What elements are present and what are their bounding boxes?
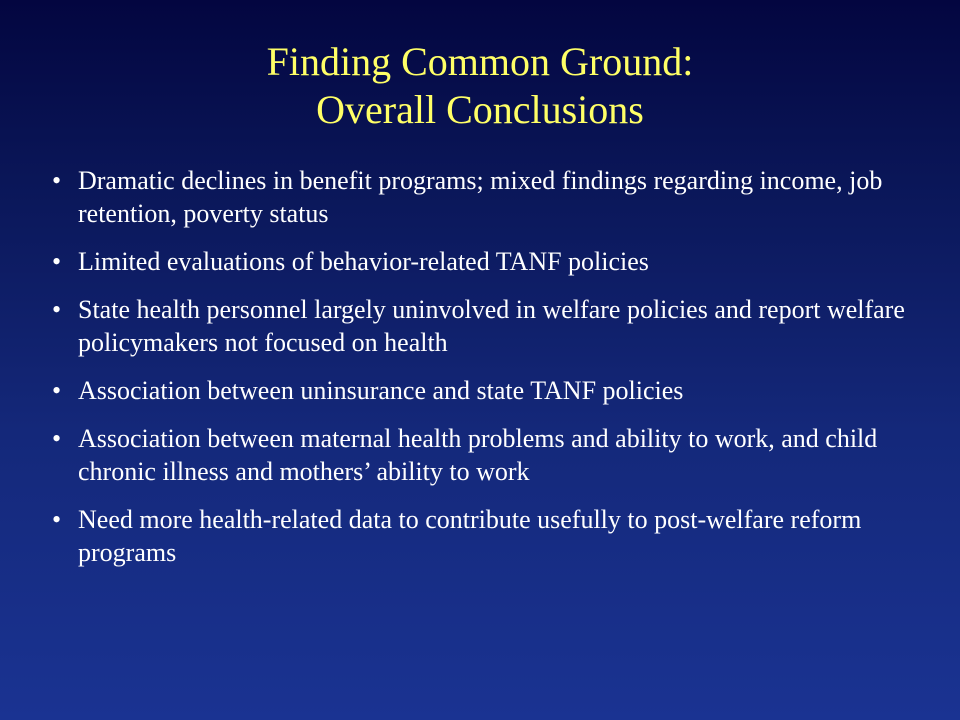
bullet-item	[50, 164, 930, 230]
bullet-marker: •	[52, 166, 62, 195]
bullet-text: Association between uninsurance and state TANF policies	[78, 376, 684, 405]
bullet-marker: •	[52, 247, 62, 276]
bullet-list	[50, 164, 930, 584]
bullet-item	[50, 293, 930, 359]
slide-title	[0, 38, 960, 134]
bullet-text: Association between maternal health problems and ability to work, and child chronic illness and mothers’ ability to work	[78, 424, 878, 486]
slide-title-line-1: Finding Common Ground:	[266, 39, 694, 84]
bullet-item	[50, 503, 930, 569]
bullet-item	[50, 422, 930, 488]
bullet-text: Limited evaluations of behavior-related TANF policies	[78, 247, 649, 276]
slide-title-line-2: Overall Conclusions	[316, 87, 644, 132]
bullet-marker: •	[52, 424, 62, 453]
bullet-text: Need more health-related data to contribute usefully to post-welfare reform programs	[78, 505, 862, 567]
bullet-text: Dramatic declines in benefit programs; mixed findings regarding income, job retention, poverty status	[78, 166, 883, 228]
bullet-item	[50, 245, 930, 278]
bullet-item	[50, 374, 930, 407]
bullet-marker: •	[52, 505, 62, 534]
bullet-marker: •	[52, 295, 62, 324]
bullet-marker: •	[52, 376, 62, 405]
bullet-text: State health personnel largely uninvolved in welfare policies and report welfare policymakers not focused on health	[78, 295, 905, 357]
